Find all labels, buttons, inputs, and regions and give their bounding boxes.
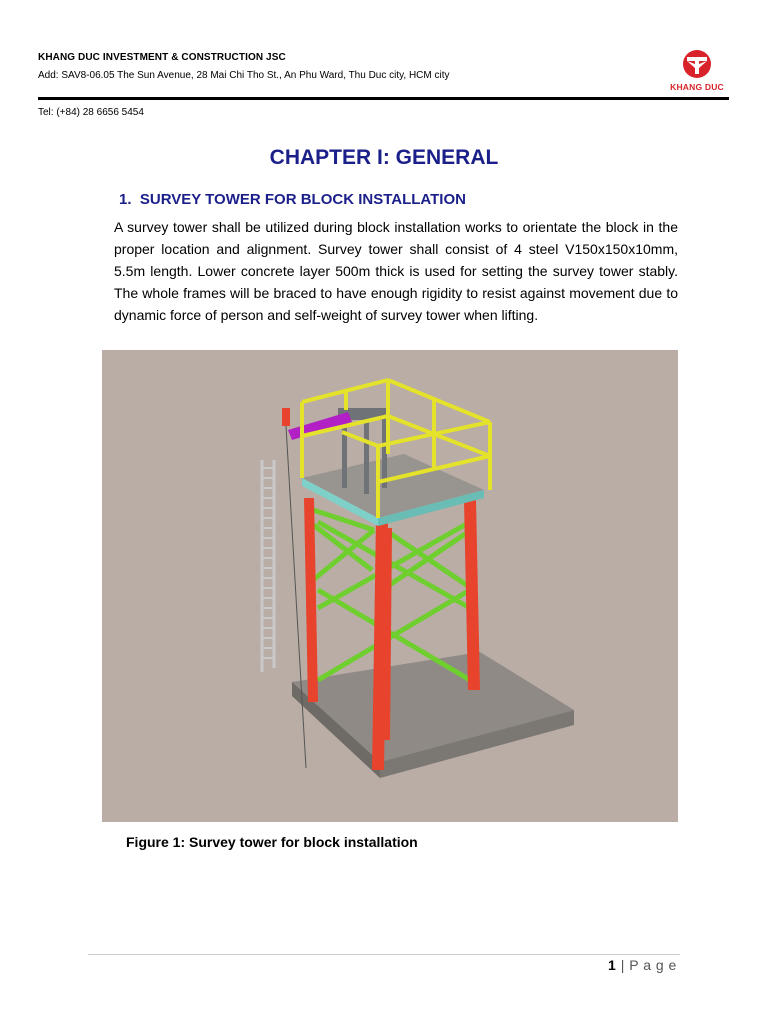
page-number <box>608 957 677 973</box>
logo-text: KHANG DUC <box>670 82 724 92</box>
logo-emblem-icon <box>664 48 730 82</box>
chapter-title: CHAPTER I: GENERAL <box>269 146 499 169</box>
access-ladder <box>262 460 274 672</box>
company-name: KHANG DUC INVESTMENT & CONSTRUCTION JSC <box>38 52 286 63</box>
footer-divider <box>88 954 680 955</box>
survey-tower-figure <box>102 350 678 822</box>
figure-caption: Figure 1: Survey tower for block installation <box>126 834 418 850</box>
header-divider <box>38 97 729 100</box>
section-number: 1. <box>119 191 132 208</box>
page-number-value: 1 <box>608 957 617 973</box>
company-logo <box>664 48 730 96</box>
section-title: SURVEY TOWER FOR BLOCK INSTALLATION <box>139 191 466 208</box>
company-address: Add: SAV8-06.05 The Sun Avenue, 28 Mai Chi Tho St., An Phu Ward, Thu Duc city, HCM city <box>38 70 450 81</box>
body-paragraph: A survey tower shall be utilized during block installation works to orientate the block in the proper location and alignment. Survey tower shall consist of 4 steel V150x150x10mm, 5.5m length. Lower concrete layer 500m thick is used for setting the survey tower stably. The whole frames will be braced to have enough rigidity to resist against movement due to dynamic force of person and self-weight of survey tower when lifting. <box>114 219 678 323</box>
page-label: P a g e <box>629 957 677 973</box>
page-separator: | <box>620 957 625 973</box>
survey-tower-illustration <box>102 350 678 822</box>
company-phone: Tel: (+84) 28 6656 5454 <box>38 107 144 118</box>
section-heading <box>119 191 466 208</box>
